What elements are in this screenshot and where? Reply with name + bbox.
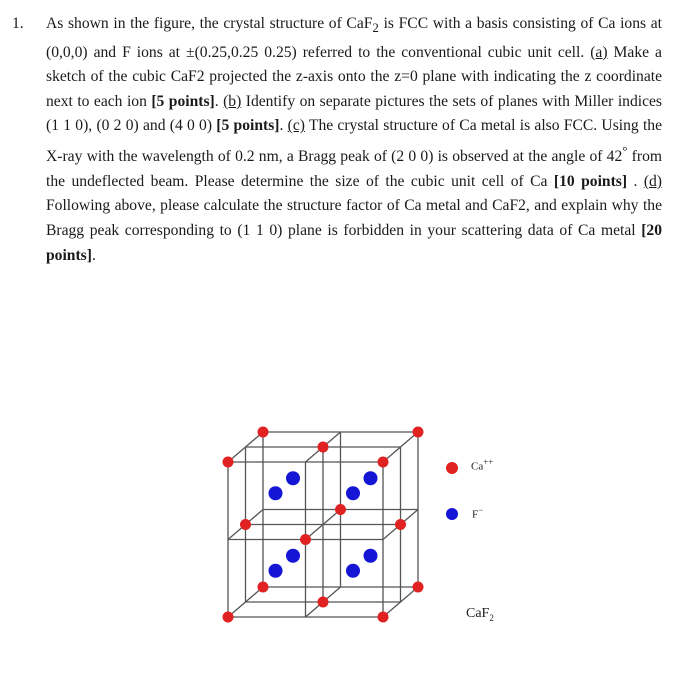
f-ion	[364, 471, 378, 485]
intro-text: As shown in the figure, the crystal structure of CaF	[46, 15, 373, 32]
intro-text-3: (0.25,0.25 0.25) referred to the conventional cubic unit cell.	[194, 43, 591, 61]
degree-symbol: °	[622, 143, 628, 159]
part-c-text: The crystal structure of Ca metal is also FCC. Using the X-ray with the wavelength of 0.2 nm, a Bragg peak of (2 0 0) is observed at the angle of 42	[46, 117, 662, 166]
f-ion	[286, 471, 300, 485]
intro-subscript: 2	[372, 20, 379, 36]
ca-ion	[240, 519, 251, 530]
f-ion	[364, 549, 378, 563]
ca-ion	[223, 612, 234, 623]
ca-ion	[318, 597, 329, 608]
ca-ion	[318, 442, 329, 453]
ca-ion	[258, 427, 269, 438]
plus-minus-symbol: ±	[186, 43, 195, 61]
part-a-end: .	[214, 92, 224, 110]
part-d-points: [20 points]	[46, 222, 662, 264]
part-a-label: (a)	[590, 43, 608, 61]
intro-text-2: is FCC with a basis consisting of Ca ions at (0,0,0) and F ions at	[46, 15, 662, 61]
ca-ion	[335, 504, 346, 515]
part-d-text: Following above, please calculate the structure factor of Ca metal and CaF2, and explain why the Bragg peak corresponding to (1 1 0) plane is forbidden in your scattering data of Ca metal	[46, 197, 662, 240]
figure-caption: CaF$_2$	[466, 606, 494, 623]
legend-f-label: F−	[472, 505, 484, 521]
f-ion	[269, 564, 283, 578]
ca-ion	[223, 457, 234, 468]
part-d-label: (d)	[643, 172, 662, 190]
ca-ion	[300, 534, 311, 545]
f-ion	[346, 564, 360, 578]
part-b-text: Identify on separate pictures the sets of planes with Miller indices (1 1 0), (0 2 0) and (4 0 0)	[46, 92, 662, 135]
legend-ca-dot	[446, 462, 458, 474]
question-number: 1.	[12, 15, 24, 32]
part-a-points: [5 points]	[151, 92, 215, 110]
legend-ca-label: Ca++	[471, 457, 494, 473]
ca-ion	[378, 612, 389, 623]
f-ion	[286, 549, 300, 563]
ca-ion	[258, 582, 269, 593]
part-c-label: (c)	[287, 117, 305, 135]
part-b-end: .	[279, 117, 288, 135]
legend-f-dot	[446, 508, 458, 520]
part-a-text: Make a sketch of the cubic CaF2 projected the z-axis onto the z=0 plane with indicating the z coordinate next to each ion	[46, 43, 662, 110]
part-b-label: (b)	[223, 92, 242, 110]
part-c-points: [10 points]	[553, 172, 628, 190]
ca-ion	[395, 519, 406, 530]
ca-ion	[413, 427, 424, 438]
part-d-end: .	[91, 246, 96, 264]
f-ion	[269, 486, 283, 500]
part-c-end: .	[627, 172, 644, 190]
f-ion	[346, 486, 360, 500]
part-c-text-2: from the undeflected beam. Please determine the size of the cubic unit cell of Ca	[46, 148, 662, 190]
ca-ion	[413, 582, 424, 593]
ca-ion	[378, 457, 389, 468]
part-b-points: [5 points]	[216, 117, 280, 135]
cube-lattice-lines	[228, 432, 418, 617]
